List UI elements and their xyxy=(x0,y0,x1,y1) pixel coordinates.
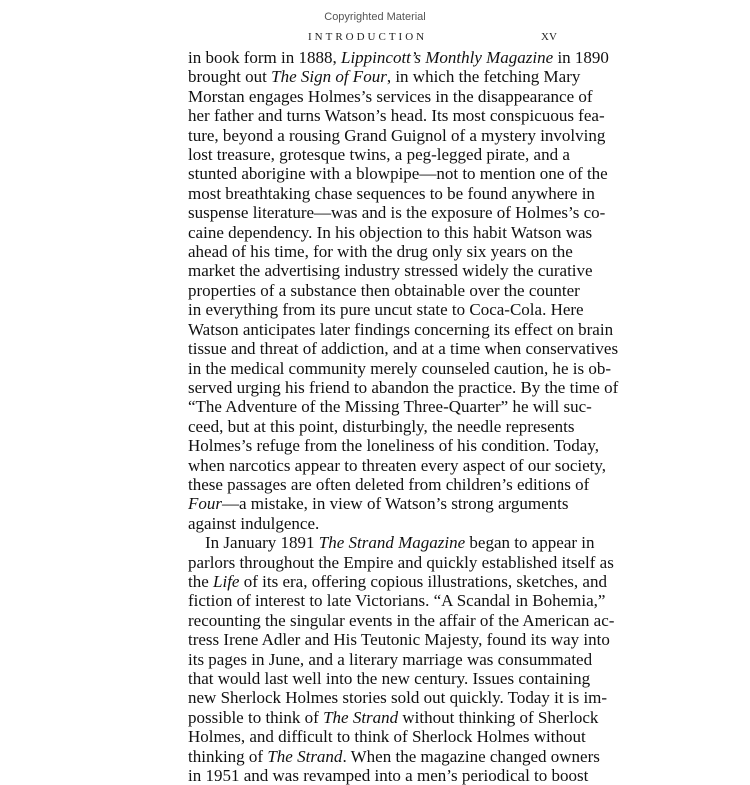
page-number: XV xyxy=(541,31,557,43)
text-segment: fiction of interest to late Victorians. “A Scandal in Bohemia,” xyxy=(188,591,606,611)
text-segment: tress Irene Adler and His Teutonic Majesty, found its way into xyxy=(188,630,610,650)
text-segment: when narcotics appear to threaten every aspect of our society, xyxy=(188,455,607,475)
text-line xyxy=(188,649,593,669)
text-line xyxy=(188,630,610,650)
text-segment: the xyxy=(188,571,214,591)
text-segment: lost treasure, grotesque twins, a peg-legged pirate, and a xyxy=(188,145,570,165)
italic-title: The Strand xyxy=(323,707,399,727)
text-segment: her father and turns Watson’s head. Its most conspicuous fea- xyxy=(188,106,605,126)
text-line xyxy=(188,242,573,262)
text-line xyxy=(188,436,599,456)
text-segment: parlors throughout the Empire and quickly established itself as xyxy=(188,552,614,572)
text-segment: ceed, but at this point, disturbingly, the needle represents xyxy=(188,416,575,436)
text-segment: thinking of xyxy=(188,746,268,766)
text-line xyxy=(188,203,606,223)
text-line xyxy=(188,397,592,417)
text-line xyxy=(188,552,614,572)
text-line xyxy=(188,571,607,591)
text-segment: —a mistake, in view of Watson’s strong arguments xyxy=(222,494,569,514)
text-segment: of its era, offering copious illustrations, sketches, and xyxy=(239,571,607,591)
text-line xyxy=(188,494,569,514)
text-segment: in 1951 and was revamped into a men’s periodical to boost xyxy=(188,766,589,785)
text-line xyxy=(188,766,589,785)
text-segment: Morstan engages Holmes’s services in the disappearance of xyxy=(188,86,593,106)
italic-title: Lippincott’s Monthly Magazine xyxy=(341,48,554,67)
text-segment: ahead of his time, for with the drug only six years on the xyxy=(188,242,573,262)
text-line xyxy=(188,86,593,106)
text-line xyxy=(188,67,581,87)
text-line xyxy=(188,339,619,359)
text-segment: without thinking of Sherlock xyxy=(398,707,599,727)
text-line xyxy=(188,164,608,184)
text-line xyxy=(188,145,570,165)
text-line xyxy=(188,455,607,475)
text-segment: in book form in 1888, xyxy=(188,48,341,67)
text-segment: that would last well into the new century. Issues containing xyxy=(188,669,591,688)
text-segment: against indulgence. xyxy=(188,513,320,533)
italic-title: Four xyxy=(188,494,222,514)
text-line xyxy=(188,533,595,553)
text-segment: brought out xyxy=(188,67,272,87)
text-line xyxy=(188,319,614,339)
text-segment: possible to think of xyxy=(188,707,324,727)
text-segment: Holmes, and difficult to think of Sherlock Holmes without xyxy=(188,727,586,747)
text-line xyxy=(188,514,556,533)
text-segment: Holmes’s refuge from the loneliness of his condition. Today, xyxy=(188,436,599,456)
text-segment: . When the magazine changed owners xyxy=(342,746,600,766)
text-segment: , in which the fetching Mary xyxy=(386,67,581,87)
text-segment: market the advertising industry stressed widely the curative xyxy=(188,261,593,281)
text-segment: In January 1891 xyxy=(205,533,319,553)
text-line xyxy=(188,125,606,145)
text-line xyxy=(188,48,609,67)
text-segment: served urging his friend to abandon the practice. By the time of xyxy=(188,377,619,397)
text-segment: most breathtaking chase sequences to be found anywhere in xyxy=(188,183,595,203)
body-text xyxy=(188,48,619,785)
running-head: INTRODUCTION xyxy=(308,31,428,43)
italic-title: The Strand xyxy=(267,746,343,766)
text-line xyxy=(188,727,586,747)
text-segment: in 1890 xyxy=(553,48,609,67)
text-line xyxy=(188,688,608,708)
text-segment: its pages in June, and a literary marriage was consummated xyxy=(188,649,593,669)
text-line xyxy=(188,183,595,203)
text-segment: caine dependency. In his objection to this habit Watson was xyxy=(188,222,593,242)
text-segment: tissue and threat of addiction, and at a time when conservatives xyxy=(188,339,619,359)
copyright-notice: Copyrighted Material xyxy=(324,11,426,23)
text-line xyxy=(188,358,611,378)
text-line xyxy=(188,669,591,688)
text-segment: ture, beyond a rousing Grand Guignol of a mystery involving xyxy=(188,125,606,145)
text-line xyxy=(188,474,590,494)
text-segment: these passages are often deleted from children’s editions of xyxy=(188,474,590,494)
text-segment: “The Adventure of the Missing Three-Quarter” he will suc- xyxy=(188,397,592,417)
text-line xyxy=(188,261,593,281)
text-segment: in the medical community merely counseled caution, he is ob- xyxy=(188,358,611,378)
italic-title: The Sign of Four xyxy=(271,67,387,87)
text-segment: in everything from its pure uncut state to Coca-Cola. Here xyxy=(188,300,584,320)
text-line xyxy=(188,300,584,320)
text-segment: new Sherlock Holmes stories sold out quickly. Today it is im- xyxy=(188,688,608,708)
text-line xyxy=(188,591,606,611)
text-line xyxy=(188,106,605,126)
text-segment: properties of a substance then obtainable over the counter xyxy=(188,280,580,300)
text-line xyxy=(188,280,580,300)
text-line xyxy=(188,222,593,242)
text-line xyxy=(188,707,599,727)
text-segment: Watson anticipates later findings concerning its effect on brain xyxy=(188,319,614,339)
text-line xyxy=(188,377,619,397)
text-segment: recounting the singular events in the affair of the American ac- xyxy=(188,610,615,630)
italic-title: Life xyxy=(213,571,240,591)
text-segment: suspense literature—was and is the exposure of Holmes’s co- xyxy=(188,203,606,223)
text-segment: stunted aborigine with a blowpipe—not to mention one of the xyxy=(188,164,608,184)
italic-title: The Strand Magazine xyxy=(318,533,466,553)
text-line xyxy=(188,610,615,630)
text-segment: began to appear in xyxy=(465,533,595,553)
text-line xyxy=(188,416,575,436)
